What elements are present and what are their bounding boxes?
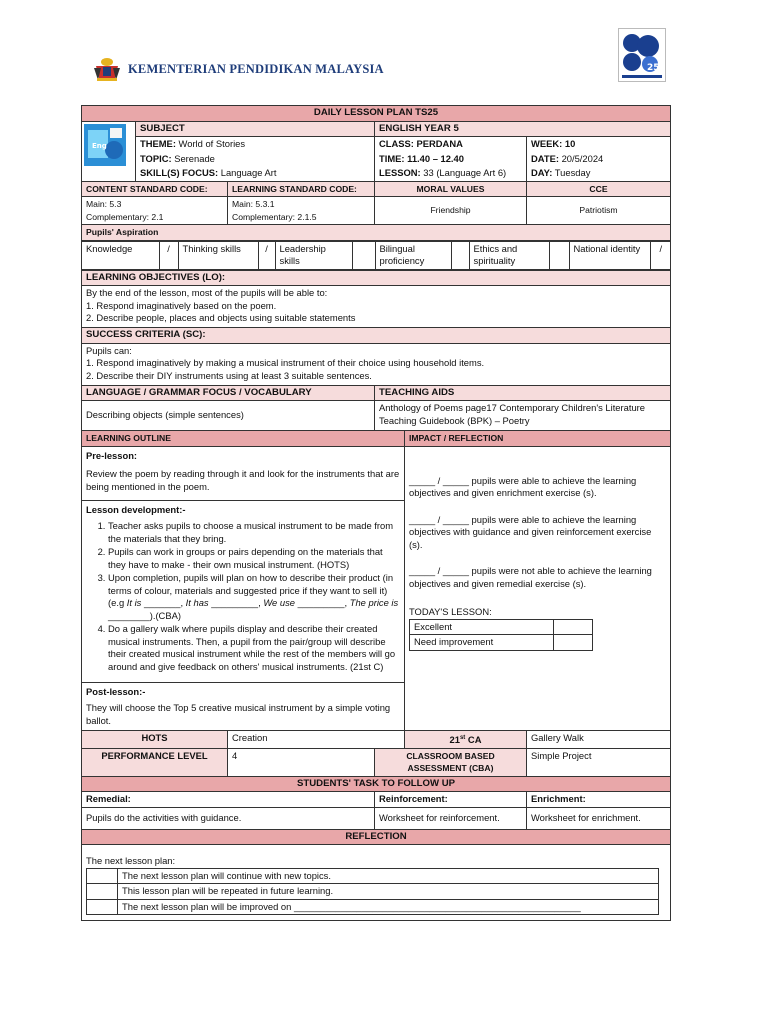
aspiration-mark: / bbox=[258, 241, 275, 269]
aspiration-mark bbox=[352, 241, 375, 269]
textbook-thumbnail bbox=[82, 121, 136, 181]
criteria-label: SUCCESS CRITERIA (SC): bbox=[82, 328, 671, 344]
option-checkbox[interactable] bbox=[87, 868, 118, 884]
class-field: CLASS: PERDANA bbox=[375, 137, 527, 152]
ts25-logo-icon bbox=[618, 28, 666, 82]
step-item: 2. Pupils can work in groups or pairs depending on the materials that they have to make - their own musical instrument. (HOTS) bbox=[108, 546, 400, 571]
reinforcement-label: Reinforcement: bbox=[375, 792, 527, 808]
teaching-aids-label: TEACHING AIDS bbox=[375, 385, 671, 401]
aspiration-row bbox=[82, 240, 671, 270]
next-lesson-option: The next lesson plan will continue with new topics. bbox=[118, 868, 659, 884]
next-lesson-option: The next lesson plan will be improved on _______________________________________________________ bbox=[118, 899, 659, 915]
lesson-field: LESSON: 33 (Language Art 6) bbox=[375, 166, 527, 181]
malaysia-crest-icon bbox=[92, 56, 122, 82]
aspiration-mark bbox=[549, 241, 569, 269]
cba-value: Simple Project bbox=[527, 748, 671, 776]
enrichment-label: Enrichment: bbox=[527, 792, 671, 808]
objectives-label: LEARNING OBJECTIVES (LO): bbox=[82, 270, 671, 286]
step-item: 3. Upon completion, pupils will plan on how to describe their product (in terms of colour, materials and suggested price if they want to sell it) (e.g It is _______, It has _________, We use _________, The price is ________).(CBA) bbox=[108, 572, 400, 622]
learning-outline-label: LEARNING OUTLINE bbox=[82, 431, 405, 447]
week-field: WEEK: 10 bbox=[527, 137, 671, 152]
theme-field: THEME: World of Stories bbox=[136, 137, 375, 152]
ministry-title: KEMENTERIAN PENDIDIKAN MALAYSIA bbox=[128, 62, 384, 76]
next-lesson-label: The next lesson plan: bbox=[86, 855, 176, 867]
language-focus-label: LANGUAGE / GRAMMAR FOCUS / VOCABULARY bbox=[82, 385, 375, 401]
lesson-plan-table bbox=[81, 105, 671, 921]
subject-value: ENGLISH YEAR 5 bbox=[375, 121, 671, 137]
post-lesson-text: They will choose the Top 5 creative musical instrument by a simple voting ballot. bbox=[86, 702, 391, 726]
hots-value: Creation bbox=[228, 731, 405, 749]
ca-label: 21st CA bbox=[405, 731, 527, 749]
performance-level-value: 4 bbox=[228, 748, 375, 776]
moral-value: Friendship bbox=[375, 197, 527, 225]
objective-item: 1. Respond imaginatively based on the poem. bbox=[86, 299, 277, 311]
aspiration-mark: / bbox=[159, 241, 178, 269]
impact-enrichment: _____ / _____ pupils were able to achieve the learning objectives and given enrichment exercise (s). bbox=[409, 474, 637, 498]
objective-item: 2. Describe people, places and objects using suitable statements bbox=[86, 312, 356, 323]
next-lesson-options bbox=[86, 868, 659, 916]
post-lesson-section bbox=[82, 682, 405, 731]
cce-label: CCE bbox=[527, 181, 671, 197]
lesson-development-label: Lesson development:- bbox=[86, 503, 186, 515]
subject-label: SUBJECT bbox=[136, 121, 375, 137]
development-steps bbox=[86, 520, 400, 673]
enrichment-value: Worksheet for enrichment. bbox=[527, 807, 671, 829]
pre-lesson-label: Pre-lesson: bbox=[86, 449, 138, 461]
aspiration-mark: / bbox=[650, 241, 671, 269]
content-standard-value: Main: 5.3 Complementary: 2.1 bbox=[82, 197, 228, 225]
remedial-value: Pupils do the activities with guidance. bbox=[82, 807, 375, 829]
hots-label: HOTS bbox=[82, 731, 228, 749]
next-lesson-option: This lesson plan will be repeated in future learning. bbox=[118, 884, 659, 900]
reflection-label: REFLECTION bbox=[82, 829, 671, 845]
post-lesson-label: Post-lesson:- bbox=[86, 685, 146, 697]
learning-standard-value: Main: 5.3.1 Complementary: 2.1.5 bbox=[228, 197, 375, 225]
lesson-rating-improvement: Need improvement bbox=[410, 635, 554, 651]
cba-label: CLASSROOM BASED ASSESSMENT (CBA) bbox=[375, 748, 527, 776]
topic-field: TOPIC: Serenade bbox=[136, 152, 375, 167]
aspiration-item: Leadership skills bbox=[275, 241, 352, 269]
pre-lesson-text: Review the poem by reading through it and look for the instruments that are being mentioned in the poem. bbox=[86, 468, 400, 492]
criteria-content: Pupils can: 1. Respond imaginatively by making a musical instrument of their choice using household items. 2. Describe their DIY instruments using at least 3 suitable sentences. bbox=[82, 343, 671, 385]
impact-reflection bbox=[405, 446, 671, 731]
aspiration-label: Pupils' Aspiration bbox=[82, 225, 671, 241]
reflection-content bbox=[82, 845, 671, 921]
learning-standard-label: LEARNING STANDARD CODE: bbox=[228, 181, 375, 197]
aspiration-item: National identity bbox=[569, 241, 650, 269]
reinforcement-value: Worksheet for reinforcement. bbox=[375, 807, 527, 829]
teaching-aids-value: Anthology of Poems page17 Contemporary Children's Literature Teaching Guidebook (BPK) – Poetry bbox=[375, 401, 671, 431]
performance-level-label: PERFORMANCE LEVEL bbox=[82, 748, 228, 776]
svg-text:Eng: Eng bbox=[92, 141, 107, 150]
lesson-rating-excellent: Excellent bbox=[410, 619, 554, 635]
criteria-item: 2. Describe their DIY instruments using at least 3 suitable sentences. bbox=[86, 369, 372, 381]
remedial-label: Remedial: bbox=[82, 792, 375, 808]
ca-value: Gallery Walk bbox=[527, 731, 671, 749]
page-header bbox=[0, 0, 768, 100]
date-field: DATE: 20/5/2024 bbox=[527, 152, 671, 167]
time-field: TIME: 11.40 – 12.40 bbox=[375, 152, 527, 167]
aspiration-mark bbox=[451, 241, 469, 269]
option-checkbox[interactable] bbox=[87, 899, 118, 915]
cce-value: Patriotism bbox=[527, 197, 671, 225]
svg-text:25: 25 bbox=[647, 63, 660, 73]
impact-remedial: _____ / _____ pupils were not able to achieve the learning objectives and given remedial exercise (s). bbox=[409, 565, 652, 589]
step-item: 1. Teacher asks pupils to choose a musical instrument to be made from the materials that they bring. bbox=[108, 520, 400, 545]
aspiration-item: Bilingual proficiency bbox=[375, 241, 451, 269]
lesson-development-section bbox=[82, 500, 405, 682]
pre-lesson-section bbox=[82, 446, 405, 500]
lesson-plan-document bbox=[81, 105, 670, 912]
impact-label: IMPACT / REFLECTION bbox=[405, 431, 671, 447]
plan-title: DAILY LESSON PLAN TS25 bbox=[82, 106, 671, 122]
aspiration-item: Thinking skills bbox=[178, 241, 258, 269]
aspiration-item: Knowledge bbox=[82, 241, 159, 269]
day-field: DAY: Tuesday bbox=[527, 166, 671, 181]
aspiration-table bbox=[82, 241, 671, 270]
step-item: 4. Do a gallery walk where pupils display and describe their created musical instruments. Then, a pupil from the pair/group will describe their created musical instrument while the rest of the members will go around and give feedback on others' musical instruments. (21st C) bbox=[108, 623, 400, 673]
content-standard-label: CONTENT STANDARD CODE: bbox=[82, 181, 228, 197]
lesson-rating-box[interactable] bbox=[554, 619, 593, 635]
objectives-content: By the end of the lesson, most of the pupils will be able to: 1. Respond imaginatively based on the poem. 2. Describe people, places and objects using suitable statements bbox=[82, 286, 671, 328]
todays-lesson-label: TODAY'S LESSON: bbox=[409, 606, 492, 617]
aspiration-item: Ethics and spirituality bbox=[469, 241, 549, 269]
impact-reinforcement: _____ / _____ pupils were able to achieve the learning objectives with guidance and given reinforcement exercise (s). bbox=[409, 513, 652, 550]
todays-lesson-table bbox=[409, 619, 593, 651]
language-focus-value: Describing objects (simple sentences) bbox=[82, 401, 375, 431]
criteria-item: 1. Respond imaginatively by making a musical instrument of their choice using household items. bbox=[86, 357, 485, 368]
skill-field: SKILL(S) FOCUS: Language Art bbox=[136, 166, 375, 181]
option-checkbox[interactable] bbox=[87, 884, 118, 900]
textbook-cover-icon bbox=[84, 124, 126, 166]
lesson-rating-box[interactable] bbox=[554, 635, 593, 651]
students-task-label: STUDENTS' TASK TO FOLLOW UP bbox=[82, 776, 671, 792]
moral-values-label: MORAL VALUES bbox=[375, 181, 527, 197]
